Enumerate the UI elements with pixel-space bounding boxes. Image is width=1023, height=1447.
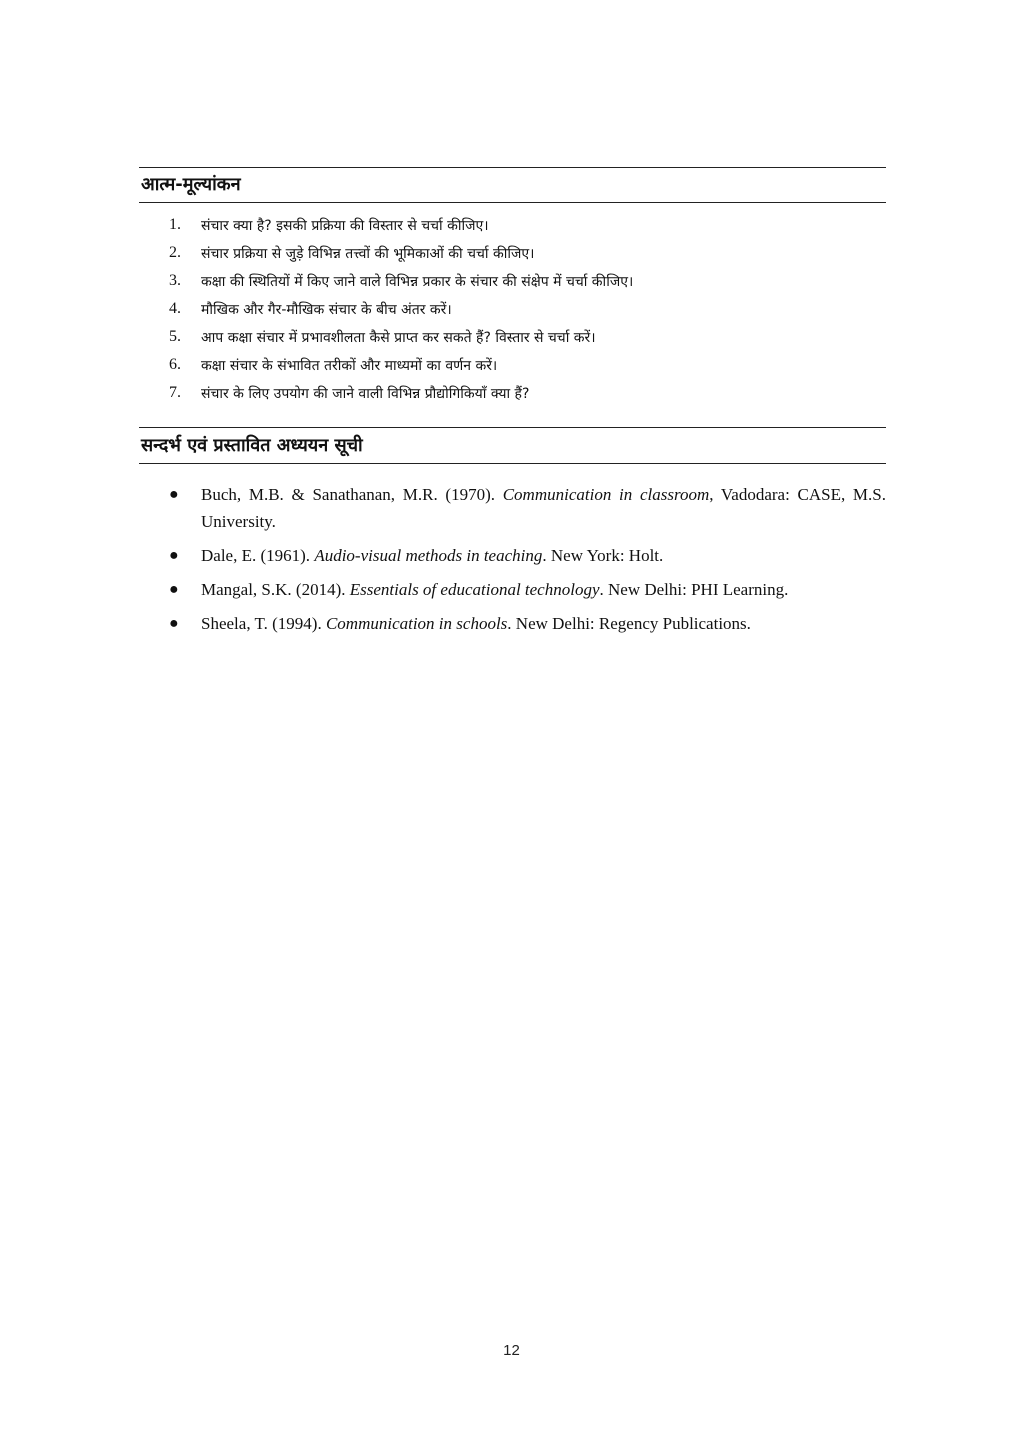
question-item: [169, 379, 633, 407]
reference-title: Communication in schools: [325, 614, 508, 633]
question-number: 6.: [169, 356, 181, 373]
self-assessment-heading: आत्म-मूल्यांकन: [141, 174, 241, 195]
question-item: [169, 239, 633, 267]
question-number: 1.: [169, 216, 181, 233]
question-text: कक्षा संचार के संभावित तरीकों और माध्यमों का वर्णन करें।: [201, 357, 498, 374]
question-item: [169, 295, 633, 323]
bullet-icon: ●: [169, 547, 179, 564]
question-item: [169, 323, 633, 351]
reference-item: [169, 576, 886, 603]
bullet-icon: ●: [169, 581, 179, 598]
reference-title: Audio-visual methods in teaching: [314, 546, 543, 565]
reference-text: Dale, E. (1961). Audio-visual methods in teaching. New York: Holt.: [201, 546, 664, 565]
references-header: [139, 427, 886, 464]
question-item: [169, 267, 633, 295]
question-text: संचार के लिए उपयोग की जाने वाली विभिन्न प्रौद्योगिकियाँ क्या हैं?: [201, 385, 530, 402]
reference-title: Essentials of educational technology: [349, 580, 600, 599]
question-text: कक्षा की स्थितियों में किए जाने वाले विभिन्न प्रकार के संचार की संक्षेप में चर्चा कीजिए।: [201, 273, 634, 290]
reference-item: [169, 610, 886, 637]
bullet-icon: ●: [169, 615, 179, 632]
reference-text: Sheela, T. (1994). Communication in schools. New Delhi: Regency Publications.: [201, 614, 751, 633]
question-text: आप कक्षा संचार में प्रभावशीलता कैसे प्राप्त कर सकते हैं? विस्तार से चर्चा करें।: [201, 329, 596, 346]
question-number: 5.: [169, 328, 181, 345]
reference-item: [169, 542, 886, 569]
question-number: 4.: [169, 300, 181, 317]
reference-text: Mangal, S.K. (2014). Essentials of educational technology. New Delhi: PHI Learning.: [201, 580, 789, 599]
question-text: संचार क्या है? इसकी प्रक्रिया की विस्तार से चर्चा कीजिए।: [201, 217, 489, 234]
bullet-icon: ●: [169, 486, 179, 503]
page-number: 12: [503, 1342, 520, 1359]
reference-text: Buch, M.B. & Sanathanan, M.R. (1970). Communication in classroom, Vadodara: CASE, M.S. University.: [201, 485, 886, 531]
self-assessment-header: [139, 167, 886, 203]
question-item: [169, 211, 633, 239]
reference-item: [169, 481, 886, 535]
question-number: 7.: [169, 384, 181, 401]
question-text: मौखिक और गैर-मौखिक संचार के बीच अंतर करें।: [201, 301, 452, 318]
question-list: [169, 211, 633, 407]
question-text: संचार प्रक्रिया से जुड़े विभिन्न तत्त्वों की भूमिकाओं की चर्चा कीजिए।: [201, 245, 535, 262]
question-item: [169, 351, 633, 379]
question-number: 2.: [169, 244, 181, 261]
reference-title: Communication in classroom: [502, 485, 710, 504]
references-heading: सन्दर्भ एवं प्रस्तावित अध्ययन सूची: [141, 435, 363, 456]
question-number: 3.: [169, 272, 181, 289]
reference-list: [169, 481, 886, 644]
